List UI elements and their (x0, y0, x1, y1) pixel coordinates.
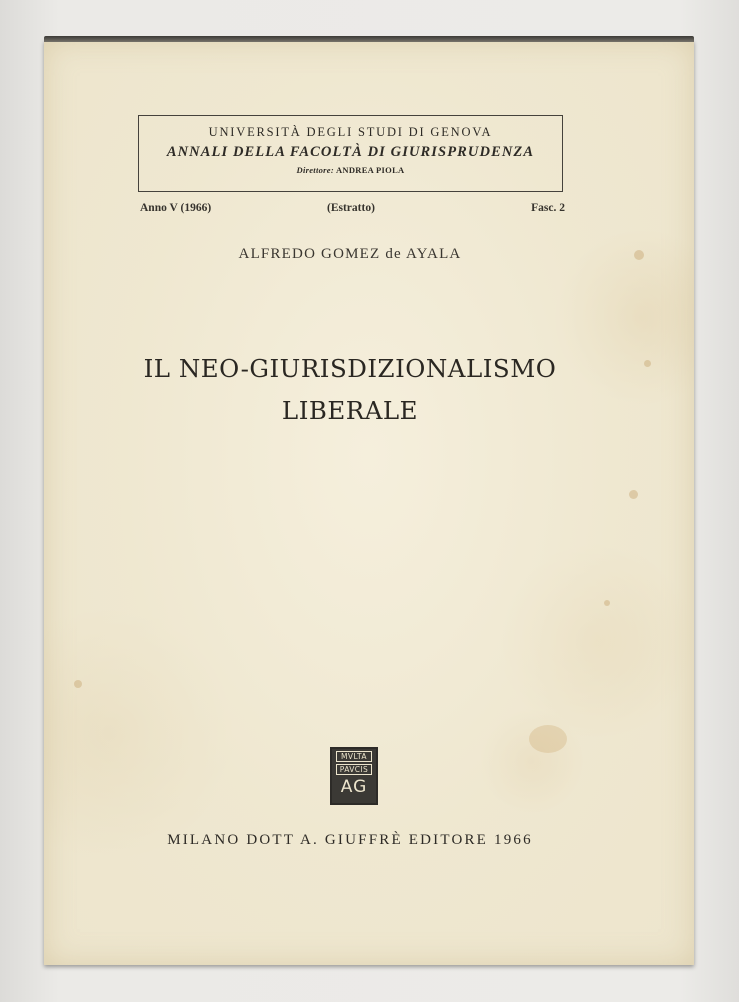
book-cover (44, 40, 694, 965)
foxing-spot (529, 725, 567, 753)
publisher-line: MILANO DOTT A. GIUFFRÈ EDITORE 1966 (167, 832, 533, 848)
director-name: ANDREA PIOLA (335, 165, 405, 175)
issue-year: Anno V (1966) (140, 202, 212, 214)
book-title (44, 348, 656, 432)
title-line-1: IL NEO-GIURISDIZIONALISMO (143, 354, 557, 383)
publisher-logo (330, 747, 378, 805)
foxing-spot (604, 600, 610, 606)
director-label: Direttore: (296, 165, 334, 175)
journal-header-box (138, 115, 563, 192)
university-name: UNIVERSITÀ DEGLI STUDI DI GENOVA (208, 125, 493, 139)
extract-label: (Estratto) (327, 202, 375, 214)
foxing-spot (629, 490, 638, 499)
director-line (139, 165, 562, 175)
logo-monogram: AG (340, 777, 368, 797)
author-name: ALFREDO GOMEZ de AYALA (238, 246, 462, 262)
logo-word-1: MVLTA (336, 751, 372, 762)
title-line-2: LIBERALE (281, 396, 419, 425)
logo-word-2: PAVCIS (336, 764, 372, 775)
book-top-edge (44, 36, 694, 42)
issue-number: Fasc. 2 (531, 202, 565, 214)
journal-name: ANNALI DELLA FACOLTÀ DI GIURISPRUDENZA (166, 144, 535, 160)
foxing-spot (74, 680, 82, 688)
